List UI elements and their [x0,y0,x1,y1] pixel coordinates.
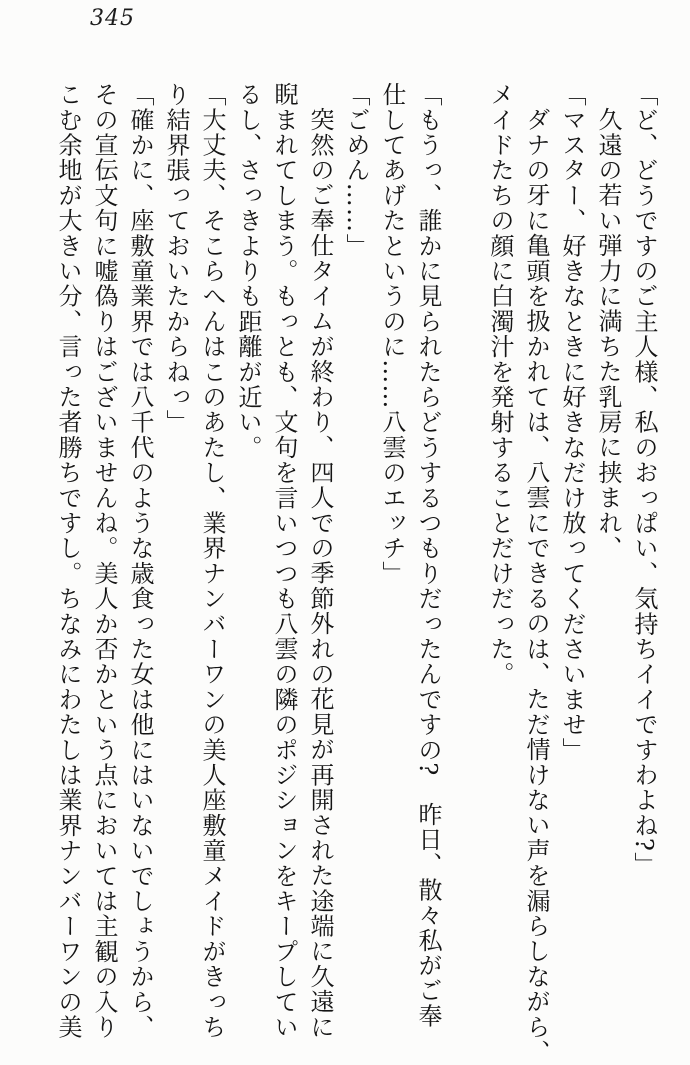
text-line: ダナの牙に亀頭を扱かれては、八雲にできるのは、ただ情けない声を漏らしながら、 [522,107,550,1065]
text-line: 「確かに、座敷童業界では八千代のような歳食った女は他にはいないでしょうから、 [126,82,154,1040]
text-line: るし、さっきよりも距離が近い。 [234,82,262,460]
blank-line [446,82,482,1044]
text-line: 「ど、どうですのご主人様、私のおっぱい、気持ちイイですわよね?」 [630,82,658,878]
text-line: 「マスター、好きなときに好きなだけ放ってくださいませ」 [558,82,586,763]
text-line: 突然のご奉仕タイムが終わり、四人での季節外れの花見が再開された途端に久遠に [306,107,334,1040]
text-line: こむ余地が大きい分、言った者勝ちですし。ちなみにわたしは業界ナンバーワンの美 [54,82,82,1040]
page-text [50,82,662,1065]
page-number: 345 [90,6,135,31]
text-line: 「もうっ、誰かに見られたらどうするつもりだったんですの? 昨日、散々私がご奉 [414,82,442,1029]
text-line: その宣伝文句に嘘偽りはございませんね。美人か否かという点においては主観の入り [90,82,118,1040]
text-line: り結界張っておいたからねっ」 [162,82,190,435]
text-line: 「ごめん……」 [342,82,370,259]
text-line: 久遠の若い弾力に満ちた乳房に挟まれ、 [594,107,622,561]
text-line: 睨まれてしまう。もっとも、文句を言いつつも八雲の隣のポジションをキープしてい [270,82,298,1040]
text-line: 「大丈夫、そこらへんはこのあたし、業界ナンバーワンの美人座敷童メイドがきっち [198,82,226,1040]
text-line: メイドたちの顔に白濁汁を発射することだけだった。 [486,82,514,687]
text-line: 仕してあげたというのに……八雲のエッチ」 [378,82,406,586]
